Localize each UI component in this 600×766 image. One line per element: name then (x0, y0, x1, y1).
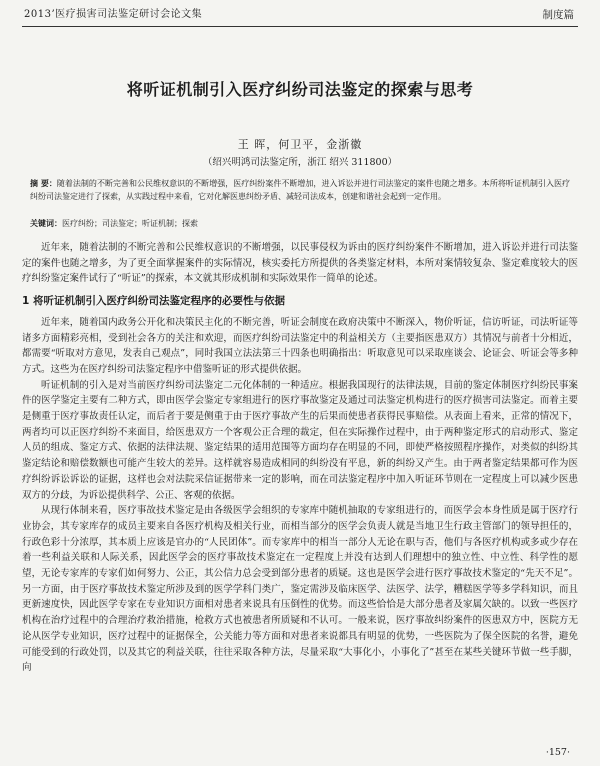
affiliation: （绍兴明鸿司法鉴定所，浙江 绍兴 311800） (202, 157, 398, 168)
body-paragraph: 近年来，随着国内政务公开化和决策民主化的不断完善，听证会制度在政府决策中不断深入，物价听证，信访听证，司法听证等诸多方面精彩亮相，受到社会各方的关注和欢迎，而医疗纠纷司法鉴定中的利益相关方（主要指医患双方）其情况与前者十分相近，都需要“听取对方意见，发表自己观点”，同时我国立法法第三十四条也明确指出：听取意见可以采取座谈会、论证会、听证会等多种方式。这些为在医疗纠纷司法鉴定程序中借鉴听证的形式提供依据。 (22, 316, 578, 375)
article-body (22, 240, 578, 676)
page-number: ·157· (545, 747, 570, 758)
abstract (30, 177, 570, 203)
section-name: 制度篇 (542, 9, 574, 21)
intro-paragraph: 近年来，随着法制的不断完善和公民维权意识的不断增强，以民事侵权为诉由的医疗纠纷案件不断增加，进入诉讼并进行司法鉴定的案件也随之增多，为了更全面掌握案件的实际情况，核实委托方所提供的各类鉴定材料，本所对案情较复杂、鉴定难度较大的医疗纠纷鉴定案件试行了“听证”的探索，本文就其形成机制和实际效果作一简单的论述。 (22, 242, 578, 285)
body-paragraph: 听证机制的引入是对当前医疗纠纷司法鉴定二元化体制的一种适应。根据我国现行的法律法规，目前的鉴定体制医疗纠纷民事案件的医学鉴定主要有二种方式，即由医学会鉴定专家组进行的医疗事故鉴定及通过司法鉴定机构进行的医疗损害司法鉴定。而着主要是侧重于医疗事故责任认定，而后者于要是侧重于由于医疗事故产生的后果而使患者获得民事赔偿。从表面上看来，正常的情况下，两者均可以正医疗纠纷不来面目，给医患双方一个客观公正合理的裁定，但在实际操作过程中，由于两种鉴定形式的启动形式、鉴定人员的组成、鉴定方式、依据的法律法规、鉴定结果的适用范围等方面均存在明显的不同，即使严格按照程序操作，对类似的纠纷其鉴定结论和赔偿数额也可能产生较大的差异。这样就容易造成相同的纠纷没有平息，新的纠纷又产生。由于两者鉴定结果都可作为医疗纠纷诉讼诉讼的证据，这样也会对法院采信证据带来一定的影响，而在司法鉴定程序中加入听证环节则在一定程度上可以减少医患双方的分歧，为诉讼提供科学、公正、客观的依据。 (22, 379, 578, 501)
abstract-text: 随着法制的不断完善和公民维权意识的不断增强，医疗纠纷案件不断增加，进入诉讼并进行司法鉴定的案件也随之增多。本所将听证机制引入医疗纠纷司法鉴定进行了探索，从实践过程中来看，它对化解医患纠纷矛盾、减轻司法成本，创建和谐社会起到一定作用。 (30, 179, 570, 201)
keywords-label: 关键词： (30, 218, 62, 228)
section-heading: 1 将听证机制引入医疗纠纷司法鉴定程序的必要性与依据 (22, 295, 285, 308)
abstract-label: 摘 要： (30, 178, 57, 188)
article-title: 将听证机制引入医疗纠纷司法鉴定的探索与思考 (126, 80, 474, 99)
keywords-text: 医疗纠纷；司法鉴定；听证机制；探索 (62, 219, 198, 228)
authors: 王 晖，何卫平，金浙徽 (237, 138, 363, 151)
body-paragraph: 从现行体制来看，医疗事故技术鉴定是由各级医学会组织的专家库中随机抽取的专家组进行的，而医学会本身性质是属于医疗行业协会，其专家库存的成员主要来自各医疗机构及相关行业，而相当部分的医学会负责人就是当地卫生行政主管部门的领导担任的，行政色彩十分浓厚，其本质上应该是官办的“人民团体”。而专家库中的相当一部分人无论在职与否，他们与各医疗机构或多或少存在着一些利益关联和人际关系，因此医学会的医疗事故技术鉴定在一定程度上并没有达到人们理想中的独立性、中立性、科学性的愿望，无论专家库的专家们如何努力、公正，其公信力总会受到部分患者的质疑。这也是医学会进行医疗事故技术鉴定的“先天不足”。另一方面，由于医疗事故技术鉴定所涉及到的医学学科门类广，鉴定需涉及临床医学、法医学、法学，糟糕医学等多学科知识，而且更新速度快，因此医学专家在专业知识方面相对患者来说具有压倒性的优势。而这些恰恰是大部分患者及家属欠缺的。以致一些医疗机构在治疗过程中的合理治疗救治措施，枪救方式也被患者所质疑和不认可。一般来说，医疗事故纠纷案件的医患双方中，医院方无论从医学专业知识，医疗过程中的证据保全，公关能力等方面和对患者来说都具有明显的优势，一些医院为了保全医院的名誉，避免可能受到的行政处罚，以及其它的利益关联，往往采取各种方法，尽量采取“大事化小，小事化了”甚至在某些关键环节做一些手脚，向 (22, 505, 578, 674)
running-header (22, 4, 578, 27)
keywords (30, 217, 570, 230)
journal-name: 2013’医疗损害司法鉴定研讨会论文集 (24, 9, 203, 20)
